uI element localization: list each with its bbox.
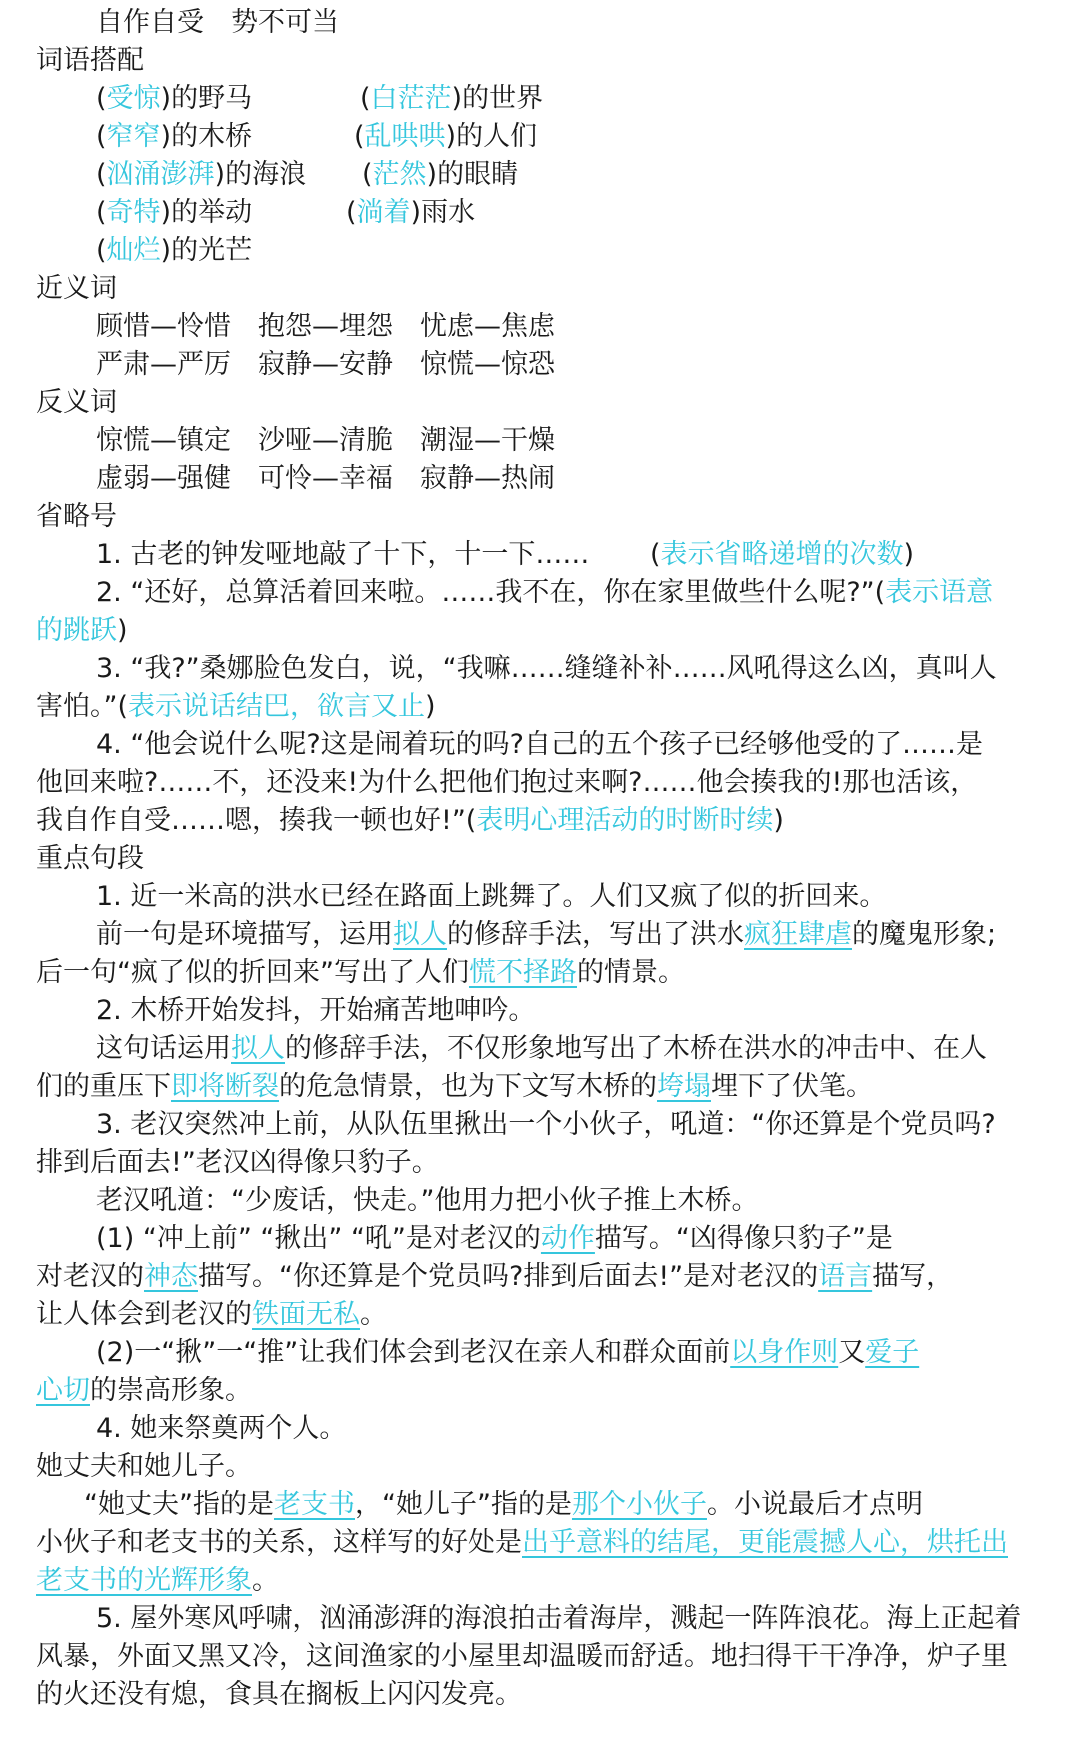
ellipsis-example-4-cont: 他回来啦?……不，还没来!为什么把他们抱过来啊?……他会揍我的!那也活该，	[36, 767, 978, 798]
synonym-row: 顾惜—怜惜 抱怨—埋怨 忧虑—焦虑	[96, 311, 555, 342]
phrase: 的眼睛	[437, 159, 519, 190]
antonym-row: 惊慌—镇定 沙哑—清脆 潮湿—干燥	[96, 425, 555, 456]
answer: 乱哄哄	[364, 121, 446, 152]
answer: 语言	[818, 1261, 873, 1292]
text: 。	[252, 1565, 279, 1596]
key-sentence-2: 2. 木桥开始发抖，开始痛苦地呻吟。	[96, 995, 536, 1026]
text: 。小说最后才点明	[706, 1489, 923, 1520]
answer: 铁面无私	[252, 1299, 360, 1330]
phrase: 的光芒	[171, 235, 253, 266]
collocation-row: (乱哄哄)的人们	[354, 121, 538, 152]
text: 描写。“凶得像只豹子”是	[594, 1223, 893, 1254]
answer: 受惊	[106, 83, 161, 114]
answer: 奇特	[106, 197, 161, 228]
text: 对老汉的	[36, 1261, 144, 1292]
collocation-row: (白茫茫)的世界	[360, 83, 544, 114]
answer: 神态	[144, 1261, 198, 1292]
key-analysis-3-1	[96, 1220, 893, 1258]
answer: 的跳跃	[36, 615, 117, 646]
key-analysis-4-cont	[36, 1562, 279, 1600]
text: “她丈夫”指的是	[84, 1489, 274, 1520]
collocation-row: (奇特)的举动	[96, 197, 253, 228]
text: 的危急情景，也为下文写木桥的	[279, 1071, 657, 1102]
answer: 拟人	[231, 1033, 285, 1064]
text: 的情景。	[576, 957, 685, 988]
answer: 表示语意	[885, 577, 994, 608]
answer: 垮塌	[657, 1071, 711, 1102]
text: 小伙子和老支书的关系，这样写的好处是	[36, 1527, 522, 1558]
answer: 灿烂	[106, 235, 161, 266]
answer: 即将断裂	[171, 1071, 279, 1102]
sentence: 害怕。”(	[36, 691, 129, 722]
answer: 心切	[36, 1375, 90, 1406]
ellipsis-example-1: 1. 古老的钟发哑地敲了十下，十一下……	[96, 539, 590, 570]
text: 又	[838, 1337, 866, 1368]
key-analysis-3-2-cont	[36, 1372, 252, 1410]
key-analysis-1	[96, 916, 996, 954]
ellipsis-example-4: 4. “他会说什么呢?这是闹着玩的吗?自己的五个孩子已经够他受的了……是	[96, 729, 983, 760]
key-analysis-4-cont	[36, 1524, 1008, 1562]
key-sentence-3-cont: 老汉吼道：“少废话，快走。”他用力把小伙子推上木桥。	[96, 1185, 759, 1216]
key-sentence-4: 4. 她来祭奠两个人。	[96, 1413, 347, 1444]
answer: 老支书	[273, 1489, 355, 1520]
text: (2)一“揪”一“推”让我们体会到老汉在亲人和群众面前	[96, 1337, 731, 1368]
answer: 拟人	[393, 919, 447, 950]
answer: 动作	[540, 1223, 595, 1254]
key-analysis-3-1-cont	[36, 1296, 387, 1334]
phrase: 的世界	[462, 83, 544, 114]
answer: 出乎意料的结尾，更能震撼人心，烘托出	[522, 1527, 1008, 1558]
phrase: 雨水	[421, 197, 476, 228]
key-sentence-5-cont: 风暴，外面又黑又冷，这间渔家的小屋里却温暖而舒适。地扫得干干净净，炉子里	[36, 1641, 1008, 1672]
ellipsis-note-1: (表示省略递增的次数)	[650, 539, 915, 570]
collocation-row: (受惊)的野马	[96, 83, 253, 114]
answer: 那个小伙子	[571, 1489, 707, 1520]
text: 的崇高形象。	[90, 1375, 252, 1406]
answer: 窄窄	[106, 121, 161, 152]
answer: 疯狂肆虐	[744, 919, 852, 950]
answer: 表示说话结巴，欲言又止	[128, 691, 426, 722]
text: 后一句“疯了似的折回来”写出了人们	[36, 957, 469, 988]
ellipsis-example-3-cont: 害怕。”(表示说话结巴，欲言又止)	[36, 691, 436, 722]
phrase: 的野马	[171, 83, 253, 114]
key-analysis-3-1-cont	[36, 1258, 953, 1296]
antonym-row: 虚弱—强健 可怜—幸福 寂静—热闹	[96, 463, 555, 494]
sentence: 我自作自受……嗯，揍我一顿也好!”(	[36, 805, 477, 836]
text: (1) “冲上前” “揪出” “吼”是对老汉的	[96, 1223, 541, 1254]
collocation-row: (汹涌澎湃)的海浪	[96, 159, 307, 190]
answer: 慌不择路	[468, 957, 577, 988]
key-analysis-3-2	[96, 1334, 919, 1372]
collocation-row: (窄窄)的木桥	[96, 121, 253, 152]
text: 这句话运用	[96, 1033, 231, 1064]
text: 描写。“你还算是个党员吗?排到后面去!”是对老汉的	[198, 1261, 819, 1292]
text: 的修辞手法，写出了洪水	[447, 919, 744, 950]
text: 描写，	[872, 1261, 954, 1292]
key-analysis-1-cont	[36, 954, 685, 992]
key-sentence-3: 3. 老汉突然冲上前，从队伍里揪出一个小伙子，吼道：“你还算是个党员吗?	[96, 1109, 996, 1140]
text: 们的重压下	[36, 1071, 171, 1102]
answer: 爱子	[865, 1337, 920, 1368]
key-analysis-2-cont	[36, 1068, 873, 1106]
answer: 表示省略递增的次数	[660, 539, 904, 570]
synonym-row: 严肃—严厉 寂静—安静 惊慌—惊恐	[96, 349, 555, 380]
phrase: 的举动	[171, 197, 253, 228]
key-sentence-4-cont: 她丈夫和她儿子。	[36, 1451, 252, 1482]
phrase: 的海浪	[225, 159, 307, 190]
text: 的魔鬼形象;	[852, 919, 997, 950]
key-sentence-1: 1. 近一米高的洪水已经在路面上跳舞了。人们又疯了似的折回来。	[96, 881, 887, 912]
key-analysis-2	[96, 1030, 987, 1068]
phrase: 的人们	[456, 121, 538, 152]
ellipsis-example-2-cont: 的跳跃)	[36, 615, 128, 646]
key-sentence-5: 5. 屋外寒风呼啸，汹涌澎湃的海浪拍击着海岸，溅起一阵阵浪花。海上正起着	[96, 1603, 1022, 1634]
text: 。	[360, 1299, 387, 1330]
key-analysis-4	[84, 1486, 923, 1524]
phrase: 的木桥	[171, 121, 253, 152]
heading-antonyms: 反义词	[36, 387, 117, 418]
collocation-row: (淌着)雨水	[346, 197, 476, 228]
answer: 老支书的光辉形象	[36, 1565, 252, 1596]
key-sentence-3-cont: 排到后面去!”老汉凶得像只豹子。	[36, 1147, 439, 1178]
heading-ellipsis: 省略号	[36, 501, 117, 532]
heading-key-passages: 重点句段	[36, 843, 144, 874]
ellipsis-example-2	[96, 574, 993, 612]
heading-synonyms: 近义词	[36, 273, 117, 304]
answer: 汹涌澎湃	[106, 159, 215, 190]
sentence: 2. “还好，总算活着回来啦。……我不在，你在家里做些什么呢?”(	[96, 577, 886, 608]
answer: 茫然	[372, 159, 427, 190]
text: 让人体会到老汉的	[36, 1299, 252, 1330]
heading-collocation: 词语搭配	[36, 45, 144, 76]
ellipsis-example-3: 3. “我?”桑娜脸色发白，说，“我嘛……缝缝补补……风吼得这么凶，真叫人	[96, 653, 997, 684]
collocation-row: (茫然)的眼睛	[362, 159, 519, 190]
text: ，“她儿子”指的是	[354, 1489, 572, 1520]
answer: 淌着	[356, 197, 411, 228]
collocation-row: (灿烂)的光芒	[96, 235, 253, 266]
text: 前一句是环境描写，运用	[96, 919, 393, 950]
key-sentence-5-cont: 的火还没有熄，食具在搁板上闪闪发亮。	[36, 1679, 522, 1710]
answer: 以身作则	[730, 1337, 839, 1368]
ellipsis-example-4-cont: 我自作自受……嗯，揍我一顿也好!”(表明心理活动的时断时续)	[36, 805, 784, 836]
idioms-line: 自作自受 势不可当	[96, 7, 339, 38]
text: 埋下了伏笔。	[711, 1071, 873, 1102]
answer: 白茫茫	[370, 83, 452, 114]
text: 的修辞手法，不仅形象地写出了木桥在洪水的冲击中、在人	[285, 1033, 987, 1064]
answer: 表明心理活动的时断时续	[476, 805, 774, 836]
